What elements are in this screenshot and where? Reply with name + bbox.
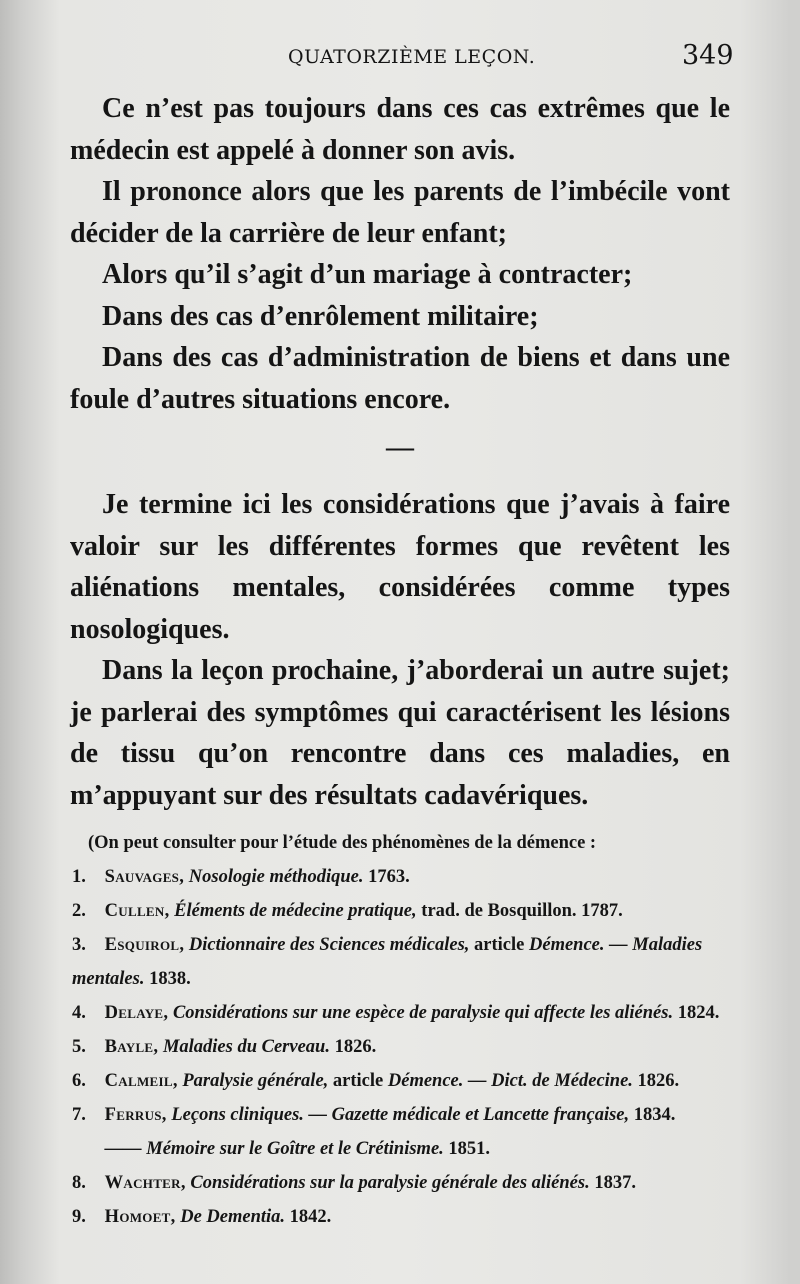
section-separator: — [386, 432, 414, 463]
paragraph: Ce n’est pas toujours dans ces cas extrêmes que le médecin est appelé à donner son avis. [70, 93, 730, 166]
reference-item: 9. Homoet, De Dementia. 1842. [72, 1207, 332, 1227]
reference-item: 1. Sauvages, Nosologie méthodique. 1763. [72, 867, 410, 887]
paragraph: Dans des cas d’enrôlement militaire; [102, 300, 539, 332]
reference-title: Paralysie générale, [182, 1071, 329, 1091]
reference-title: Considérations sur une espèce de paralysie qui affecte les aliénés. [172, 1003, 674, 1023]
reference-author: Cullen, [104, 901, 170, 921]
reference-date: 1834. [633, 1105, 676, 1125]
reference-title: Démence. — Dict. de Médecine. [387, 1071, 633, 1091]
reference-title: Démence. — Maladies mentales. [72, 935, 703, 989]
reference-author: Calmeil, [104, 1071, 178, 1091]
reference-item: 3. Esquirol, Dictionnaire des Sciences médicales, article Démence. — Maladies mentales. 1838. [72, 935, 703, 989]
notes-intro: (On peut consulter pour l’étude des phénomènes de la démence : [88, 833, 597, 853]
reference-author: Delaye, [104, 1003, 169, 1023]
reference-date: 1851. [448, 1139, 491, 1159]
reference-title: Nosologie méthodique. [188, 867, 364, 887]
paragraph: Alors qu’il s’agit d’un mariage à contracter; [102, 259, 633, 290]
reference-item: 7. Ferrus, Leçons cliniques. — Gazette médicale et Lancette française, 1834. —— Mémoire sur le Goître et le Crétinisme. 1851. [72, 1105, 676, 1159]
reference-date: 1826. [637, 1071, 680, 1091]
main-text [70, 88, 730, 816]
reference-item: 6. Calmeil, Paralysie générale, article Démence. — Dict. de Médecine. 1826. [72, 1071, 680, 1091]
reference-author: Sauvages, [104, 867, 185, 887]
paragraph: Dans la leçon prochaine, j’aborderai un autre sujet; je parlerai des symptômes qui caractérisent les lésions de tissu qu’on rencontre dans ces maladies, en m’appuyant sur des résultats cadavériques. [70, 655, 730, 811]
reference-author: Homoet, [104, 1207, 176, 1227]
reference-title: Considérations sur la paralysie générale des aliénés. [190, 1173, 590, 1193]
reference-extra: article [332, 1071, 384, 1091]
reference-author: Wachter, [104, 1173, 186, 1193]
reference-item: 5. Bayle, Maladies du Cerveau. 1826. [72, 1037, 377, 1057]
reference-title: Leçons cliniques. — Gazette médicale et Lancette française, [171, 1105, 630, 1125]
reference-item: 4. Delaye, Considérations sur une espèce de paralysie qui affecte les aliénés. 1824. [72, 1003, 720, 1023]
reference-title: Dictionnaire des Sciences médicales, [188, 935, 470, 955]
reference-item: 8. Wachter, Considérations sur la paralysie générale des aliénés. 1837. [72, 1173, 636, 1193]
bibliography-notes [72, 826, 728, 1234]
reference-date: 1837. [594, 1173, 636, 1193]
reference-date: trad. de Bosquillon. 1787. [421, 901, 623, 921]
reference-date: 1842. [289, 1207, 332, 1227]
reference-title: Maladies du Cerveau. [162, 1037, 330, 1057]
paragraph: Dans des cas d’administration de biens et dans une foule d’autres situations encore. [70, 342, 730, 415]
running-head: QUATORZIÈME LEÇON. [288, 46, 536, 68]
reference-date: 1763. [368, 867, 410, 887]
reference-item: 2. Cullen, Éléments de médecine pratique, trad. de Bosquillon. 1787. [72, 901, 623, 921]
reference-title: De Dementia. [180, 1207, 286, 1227]
paragraph: Je termine ici les considérations que j’avais à faire valoir sur les différentes formes que revêtent les aliénations mentales, considérées comme types nosologiques. [70, 489, 730, 645]
reference-extra: article [474, 935, 525, 955]
reference-title: —— Mémoire sur le Goître et le Crétinisme. [104, 1139, 444, 1159]
reference-author: Esquirol, [104, 935, 185, 955]
page-number: 349 [682, 40, 734, 71]
reference-author: Bayle, [104, 1037, 159, 1057]
reference-date: 1826. [334, 1037, 377, 1057]
paragraph: Il prononce alors que les parents de l’imbécile vont décider de la carrière de leur enfant; [70, 176, 730, 249]
reference-date: 1838. [149, 969, 191, 989]
reference-date: 1824. [677, 1003, 720, 1023]
reference-title: Éléments de médecine pratique, [174, 901, 417, 921]
page-header [0, 40, 800, 76]
reference-author: Ferrus, [104, 1105, 167, 1125]
